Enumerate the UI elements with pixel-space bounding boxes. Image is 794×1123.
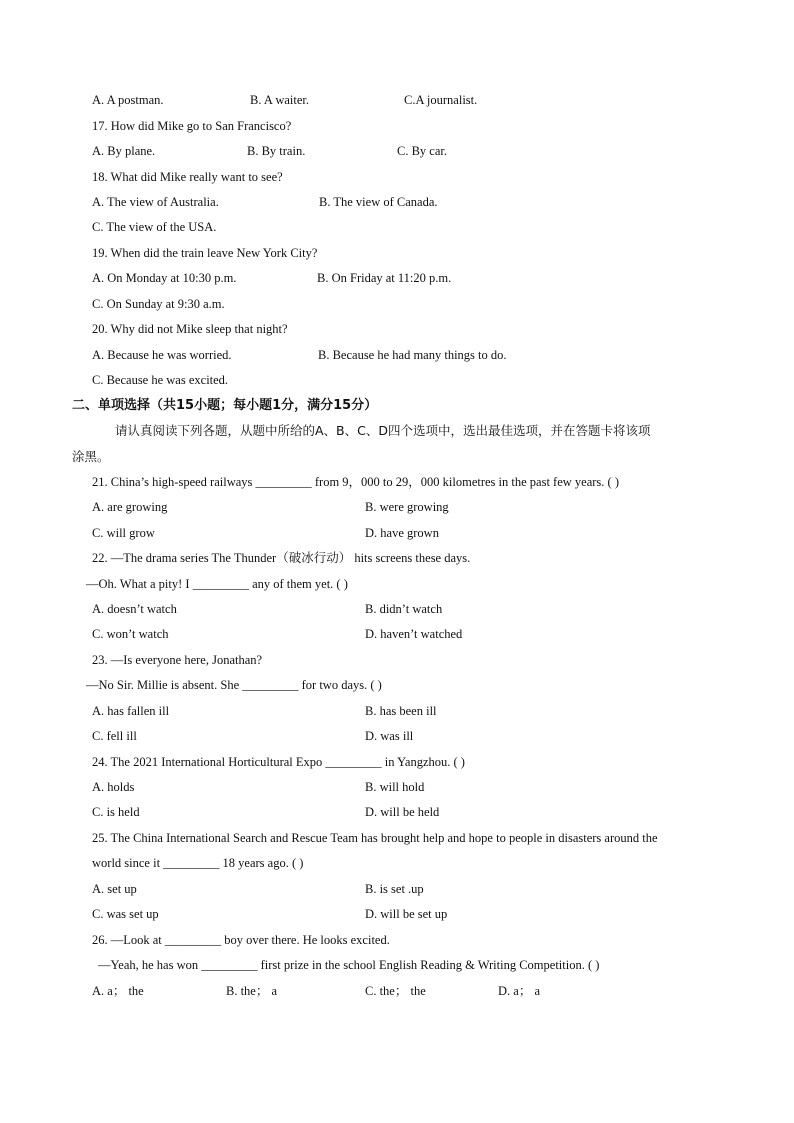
text-line: —Yeah, he has won _________ first prize in the school English Reading & Writing Competition. ( ) [98, 958, 600, 972]
text-line: A. a； the [92, 984, 144, 998]
text-line: D. a； a [498, 984, 540, 998]
text-line: 26. —Look at _________ boy over there. He looks excited. [92, 933, 390, 947]
text-line: D. haven’t watched [365, 627, 463, 641]
text-line: 18. What did Mike really want to see? [92, 170, 283, 184]
text-line: C. By car. [397, 144, 447, 158]
text-line: B. The view of Canada. [319, 195, 438, 209]
text-line: 17. How did Mike go to San Francisco? [92, 119, 292, 133]
text-line: 二、单项选择（共15小题；每小题1分，满分15分） [72, 398, 378, 413]
text-line: C. On Sunday at 9:30 a.m. [92, 297, 225, 311]
text-line: A. has fallen ill [92, 704, 170, 718]
text-line: C. Because he was excited. [92, 373, 229, 387]
text-line: A. A postman. [92, 93, 164, 107]
text-line: C. is held [92, 805, 140, 819]
text-line: B. were growing [365, 500, 449, 514]
text-line: —No Sir. Millie is absent. She _________ for two days. ( ) [86, 678, 382, 692]
text-line: B. will hold [365, 780, 425, 794]
text-line: C. was set up [92, 907, 159, 921]
text-line: world since it _________ 18 years ago. ( ) [92, 856, 304, 870]
text-line: 20. Why did not Mike sleep that night? [92, 322, 288, 336]
text-line: C. fell ill [92, 729, 137, 743]
text-line: 19. When did the train leave New York City? [92, 246, 318, 260]
text-line: 24. The 2021 International Horticultural Expo _________ in Yangzhou. ( ) [92, 755, 465, 769]
text-line: B. On Friday at 11:20 p.m. [317, 271, 452, 285]
text-line: 22. —The drama series The Thunder（破冰行动） hits screens these days. [92, 551, 471, 565]
text-line: D. have grown [365, 526, 439, 540]
text-line: A. doesn’t watch [92, 602, 177, 616]
text-line: A. By plane. [92, 144, 156, 158]
text-line: B. By train. [247, 144, 306, 158]
text-line: B. has been ill [365, 704, 437, 718]
text-line: 25. The China International Search and Rescue Team has brought help and hope to people in disasters around the [92, 831, 658, 845]
text-line: B. is set .up [365, 882, 424, 896]
text-line: A. On Monday at 10:30 p.m. [92, 271, 237, 285]
text-line: C. the； the [365, 984, 426, 998]
text-line: —Oh. What a pity! I _________ any of them yet. ( ) [86, 577, 348, 591]
text-line: 涂黑。 [72, 449, 110, 464]
text-line: C. won’t watch [92, 627, 169, 641]
text-line: 21. China’s high-speed railways _________ from 9，000 to 29，000 kilometres in the past few years. ( ) [92, 475, 619, 489]
text-line: B. the； a [226, 984, 278, 998]
text-line: C.A journalist. [404, 93, 478, 107]
text-line: A. are growing [92, 500, 168, 514]
text-line: A. holds [92, 780, 135, 794]
text-line: D. will be held [365, 805, 440, 819]
text-line: A. Because he was worried. [92, 348, 232, 362]
text-line: A. set up [92, 882, 137, 896]
text-line: D. will be set up [365, 907, 448, 921]
text-line: D. was ill [365, 729, 414, 743]
text-line: 请认真阅读下列各题，从题中所给的A、B、C、D四个选项中，选出最佳选项，并在答题卡将该项 [115, 423, 651, 438]
text-line: B. didn’t watch [365, 602, 443, 616]
text-line: C. The view of the USA. [92, 220, 217, 234]
text-line: A. The view of Australia. [92, 195, 219, 209]
text-line: C. will grow [92, 526, 155, 540]
text-line: B. A waiter. [250, 93, 310, 107]
text-line: 23. —Is everyone here, Jonathan? [92, 653, 263, 667]
text-line: B. Because he had many things to do. [318, 348, 507, 362]
